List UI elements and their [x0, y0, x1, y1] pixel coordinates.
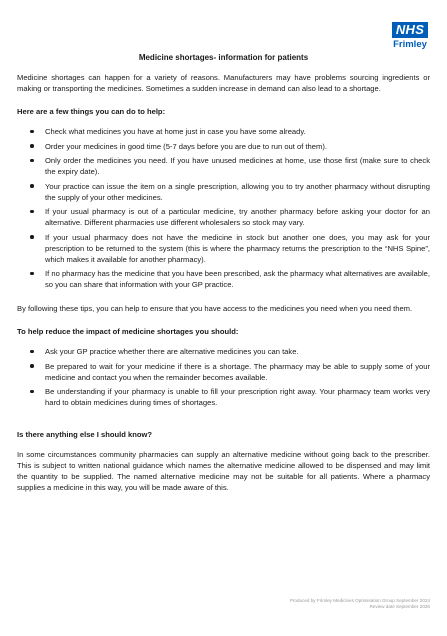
bullet-icon	[30, 159, 34, 163]
footer-produced-by: Produced by Frimley Medicines Optimisation Group September 2024	[289, 598, 430, 603]
bullet-icon	[30, 390, 34, 394]
list-item: If no pharmacy has the medicine that you have been prescribed, ask the pharmacy what alternatives are available, so you can share that information with your GP practice.	[17, 268, 430, 290]
section1-heading: Here are a few things you can do to help:	[17, 107, 166, 116]
bullet-icon	[30, 235, 34, 239]
bullet-icon	[30, 130, 34, 134]
list-item: Be understanding if your pharmacy is unable to fill your prescription right away. Your pharmacy team works very hard to obtain medicines during times of shortages.	[17, 386, 430, 408]
bullet-icon	[30, 184, 34, 188]
section3-paragraph: In some circumstances community pharmacies can supply an alternative medicine without going back to the prescriber. This is subject to written national guidance which names the alternative medicine allowed to be dispensed and may limit the quantity to be supplied. The named alternative medicine may not be suitable for all patients. Where a pharmacy supplies a medicine in this way, you will be made aware of this.	[17, 450, 430, 492]
page-title: Medicine shortages- information for patients	[138, 53, 309, 62]
nhs-frimley-logo	[392, 22, 428, 51]
reduce-impact-list	[17, 346, 430, 408]
bullet-icon	[30, 210, 34, 214]
list-item: If your usual pharmacy does not have the medicine in stock but another one does, you may ask for your prescription to be returned to the system (this is where the pharmacy returns the prescription to the “NHS Spine”, which makes it available for another pharmacy).	[17, 232, 430, 265]
list-item: Check what medicines you have at home just in case you have some already.	[17, 126, 430, 137]
footer	[290, 598, 430, 610]
bullet-icon	[30, 364, 34, 368]
tips-summary-paragraph: By following these tips, you can help to ensure that you have access to the medicines you need when you need them.	[17, 304, 413, 313]
org-name: Frimley	[393, 39, 427, 50]
section2-heading: To help reduce the impact of medicine shortages you should:	[17, 327, 239, 336]
list-item: Order your medicines in good time (5-7 days before you are due to run out of them).	[17, 141, 430, 152]
tips-list	[17, 126, 430, 290]
footer-review-date: Review date September 2026	[369, 604, 430, 609]
bullet-icon	[30, 272, 34, 276]
list-item: Ask your GP practice whether there are alternative medicines you can take.	[17, 346, 430, 357]
nhs-badge: NHS	[392, 22, 428, 38]
bullet-icon	[30, 350, 34, 354]
list-item: Only order the medicines you need. If you have unused medicines at home, use those first (make sure to check the expiry date).	[17, 155, 430, 177]
document-body	[17, 72, 430, 493]
list-item: Your practice can issue the item on a single prescription, allowing you to try another pharmacy without disrupting the supply of your other medicines.	[17, 181, 430, 203]
list-item: Be prepared to wait for your medicine if there is a shortage. The pharmacy may be able to supply some of your medicine and contact you when the remainder becomes available.	[17, 361, 430, 383]
intro-paragraph: Medicine shortages can happen for a variety of reasons. Manufacturers may have problems sourcing ingredients or making or transporting the medicines. Sometimes a sudden increase in demand can also lead to a shortage.	[17, 73, 430, 93]
list-item: If your usual pharmacy is out of a particular medicine, try another pharmacy before asking your doctor for an alternative. Different pharmacies use different wholesalers so stock may vary.	[17, 206, 430, 228]
bullet-icon	[30, 144, 34, 148]
section3-heading: Is there anything else I should know?	[17, 430, 153, 439]
